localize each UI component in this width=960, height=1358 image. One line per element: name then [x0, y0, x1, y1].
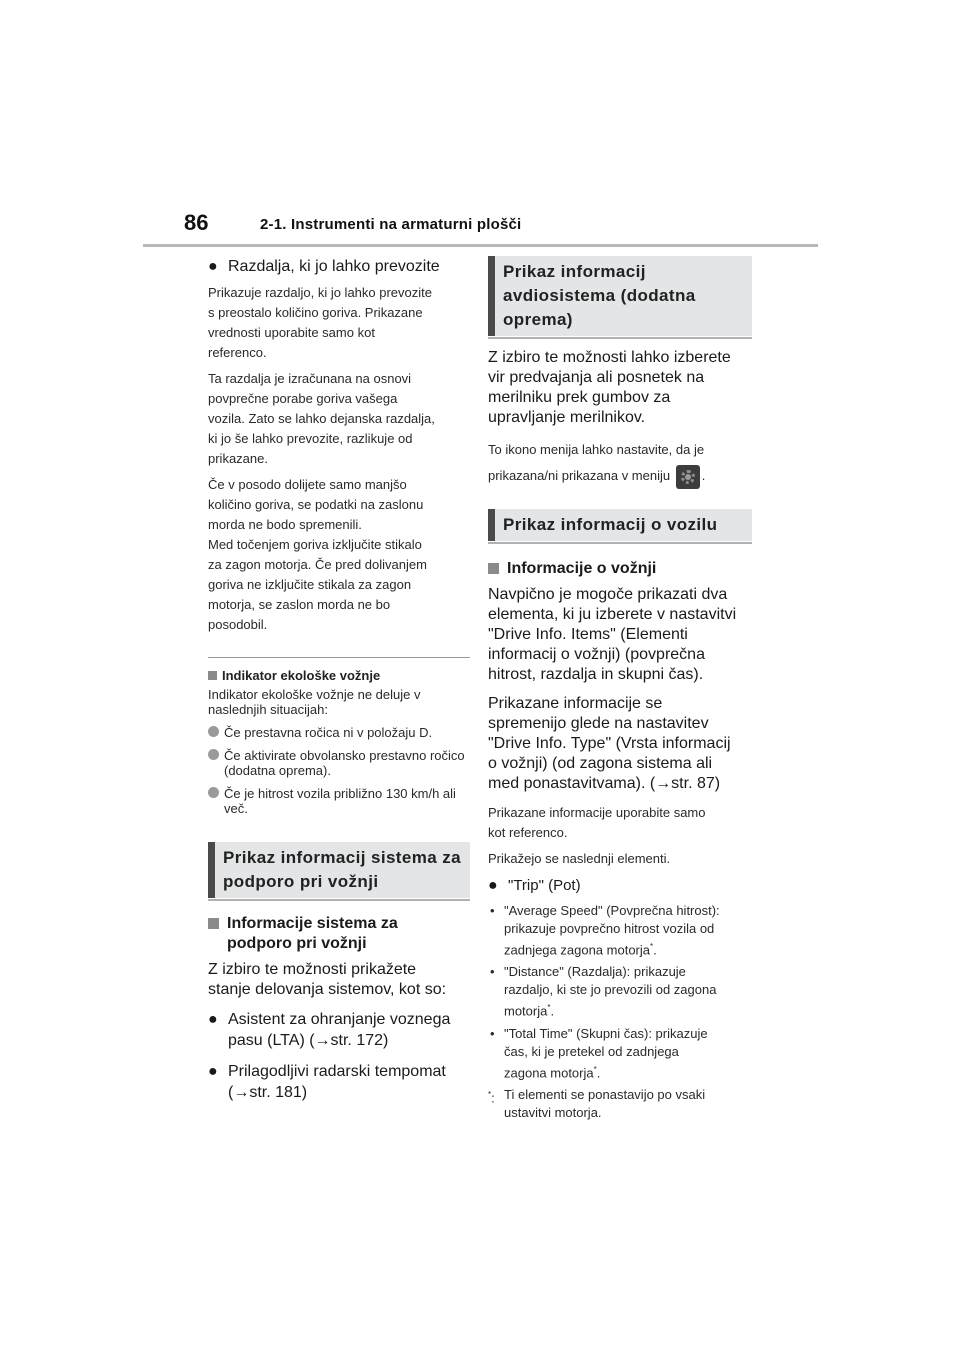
text-line: o vožnji) (od zagona sistema ali: [488, 755, 713, 772]
trip-item: [488, 875, 752, 896]
circle-bullet-icon: [208, 787, 219, 798]
section-title: 2-1. Instrumenti na armaturni plošči: [260, 216, 522, 233]
trip-title: "Trip" (Pot): [508, 877, 581, 894]
vehicle-info-box: [488, 509, 752, 541]
text-line: goriva ne izključite stikala za zagon: [208, 577, 412, 592]
header-rule: [143, 244, 818, 247]
reference-note: [488, 803, 752, 843]
total-time-item: [488, 1025, 752, 1082]
text-line: Navpično je mogoče prikazati dva: [488, 586, 728, 603]
distance-paragraph-1: [208, 283, 470, 363]
circle-bullet-icon: [208, 726, 219, 737]
footnote-colon: :: [491, 1090, 495, 1106]
text-line: kot referenco.: [488, 825, 568, 840]
bullet-dot-icon: ●: [208, 1063, 218, 1080]
eco-item-text: Če aktivirate obvolansko prestavno ročico (dodatna oprema).: [224, 748, 465, 778]
text-line: povprečne porabe goriva vašega: [208, 391, 398, 406]
box-title-line: avdiosistema (dodatna: [503, 286, 696, 305]
text-line: prikazuje povprečno hitrost vozila od: [504, 921, 715, 936]
text-line: referenco.: [208, 345, 267, 360]
text-line: posodobil.: [208, 617, 268, 632]
small-bullet-icon: •: [490, 1025, 495, 1041]
cruise-control-page-link[interactable]: (→str. 181): [228, 1084, 308, 1101]
text-line: čas, ki je pretekel od zadnjega: [504, 1043, 679, 1059]
square-bullet-icon: [208, 918, 219, 929]
audio-info-box: [488, 256, 752, 336]
footnote-marker: *: [593, 1064, 597, 1074]
text-line: ki jo še lahko prevozite, razlikuje od: [208, 431, 413, 446]
text-line: Z izbiro te možnosti lahko izberete: [488, 349, 731, 366]
footnote-marker: *: [547, 1003, 551, 1013]
text-line: Prikazane informacije uporabite samo: [488, 805, 706, 820]
text-line: Med točenjem goriva izključite stikalo: [208, 537, 422, 552]
text-line: hitrost, razdalja in skupni čas).: [488, 666, 704, 683]
driving-info-subheading: [488, 559, 752, 579]
box-title-line: Prikaz informacij: [503, 262, 646, 281]
subheading-line: Informacije sistema za: [227, 915, 398, 932]
settings-gear-icon: [676, 465, 700, 489]
text-line: Asistent za ohranjanje voznega: [228, 1011, 451, 1028]
text-line: zadnjega zagona motorja*.: [504, 942, 657, 958]
footnote-marker: *: [650, 942, 654, 951]
distance-paragraph-2: [208, 369, 470, 469]
text-line: motorja, se zaslon morda ne bo: [208, 597, 391, 612]
divider: [208, 657, 470, 658]
eco-item: [208, 748, 470, 778]
text-line: "Total Time" (Skupni čas): prikazuje: [504, 1025, 708, 1041]
drive-info-paragraph-1: [488, 585, 752, 685]
drive-info-paragraph-2: [488, 694, 752, 794]
menu-icon-note: [488, 437, 752, 489]
audio-paragraph: [488, 348, 752, 428]
text-span: motorja: [504, 1003, 548, 1019]
subheading-line: Informacije o vožnji: [507, 560, 657, 577]
lta-page-link[interactable]: pasu (LTA) (→str. 172): [228, 1032, 389, 1049]
text-span: zagona motorja: [504, 1064, 594, 1080]
text-span: prikazana/ni prikazana v meniju: [488, 468, 671, 483]
text-line: Z izbiro te možnosti prikažete: [208, 961, 417, 978]
text-line: elementa, ki ju izberete v nastavitvi: [488, 606, 737, 623]
eco-indicator-heading: [208, 668, 470, 683]
eco-indicator-title: Indikator ekološke vožnje: [222, 668, 381, 683]
text-line: "Average Speed" (Povprečna hitrost):: [504, 903, 720, 918]
eco-item-text: Če prestavna ročica ni v položaju D.: [224, 725, 433, 740]
eco-item: [208, 786, 470, 816]
lta-item: [208, 1009, 470, 1051]
text-line: merilniku prek gumbov za: [488, 389, 671, 406]
text-line: "Drive Info. Type" (Vrsta informacij: [488, 735, 731, 752]
text-line: Če v posodo dolijete samo manjšo: [208, 477, 407, 492]
eco-item: [208, 725, 470, 740]
text-line: s preostalo količino goriva. Prikazane: [208, 305, 423, 320]
text-span: .: [701, 468, 706, 483]
average-speed-item: [488, 902, 752, 959]
text-line: količino goriva, se podatki na zaslonu: [208, 497, 424, 512]
text-line: "Distance" (Razdalja): prikazuje: [504, 964, 686, 980]
eco-indicator-body: Indikator ekološke vožnje ne deluje v naslednjih situacijah:: [208, 687, 421, 717]
right-column: [488, 256, 752, 1122]
subheading-line: podporo pri vožnji: [227, 935, 367, 952]
text-line: To ikono menija lahko nastavite, da je: [488, 442, 705, 457]
bullet-distance: [208, 256, 470, 277]
bullet-dot-icon: ●: [208, 1011, 218, 1028]
text-line: Prikazane informacije se: [488, 695, 663, 712]
box-title-line: Prikaz informacij sistema za: [223, 848, 461, 867]
gear-hub: [685, 474, 691, 480]
box-title-line: Prikaz informacij o vozilu: [503, 515, 718, 534]
elements-shown-note: Prikažejo se naslednji elementi.: [488, 851, 671, 866]
page-number: 86: [184, 210, 209, 235]
text-line: ustavitvi motorja.: [504, 1104, 602, 1120]
box-title-line: oprema): [503, 310, 573, 329]
text-line: Prikazuje razdaljo, ki jo lahko prevozite: [208, 285, 432, 300]
text-line: zagona motorja*.: [504, 1064, 601, 1080]
text-line: stanje delovanja sistemov, kot so:: [208, 981, 447, 998]
small-bullet-icon: •: [490, 903, 495, 918]
text-line: razdaljo, ki ste jo prevozili od zagona: [504, 982, 717, 998]
text-line: Prilagodljivi radarski tempomat: [228, 1063, 446, 1080]
driving-support-intro: [208, 960, 470, 1000]
text-line: Ti elementi se ponastavijo po vsaki: [504, 1086, 706, 1102]
square-bullet-icon: [208, 671, 217, 680]
distance-item: [488, 963, 752, 1020]
circle-bullet-icon: [208, 749, 219, 760]
square-bullet-icon: [488, 563, 499, 574]
bullet-dot-icon: ●: [208, 258, 218, 275]
text-line: "Drive Info. Items" (Elementi: [488, 626, 688, 643]
driving-support-info-box: [208, 842, 470, 898]
box-title-line: podporo pri vožnji: [223, 872, 379, 891]
text-line: [488, 463, 752, 489]
text-line: vir predvajanja ali posnetek na: [488, 369, 705, 386]
text-span: zadnjega zagona motorja: [504, 942, 650, 958]
footnote-marker: *: [488, 1089, 492, 1099]
small-bullet-icon: •: [490, 964, 495, 980]
bullet-dot-icon: ●: [488, 877, 498, 894]
drive-info-page-link[interactable]: med ponastavitvama). (→str. 87): [488, 775, 721, 792]
left-column: [208, 256, 470, 1109]
text-line: morda ne bodo spremenili.: [208, 517, 362, 532]
bullet-distance-title: Razdalja, ki jo lahko prevozite: [228, 258, 440, 275]
text-line: spremenijo glede na nastavitev: [488, 715, 709, 732]
text-line: prikazane.: [208, 451, 268, 466]
text-line: vozila. Zato se lahko dejanska razdalja,: [208, 411, 435, 426]
distance-paragraph-3: [208, 475, 470, 635]
cruise-control-item: [208, 1061, 470, 1103]
text-line: za zagon motorja. Če pred dolivanjem: [208, 557, 427, 572]
text-line: upravljanje merilnikov.: [488, 409, 646, 426]
text-line: informacij o vožnji) (povprečna: [488, 646, 705, 663]
footnote: [488, 1086, 752, 1122]
driving-support-subheading: [208, 914, 470, 954]
eco-item-text: Če je hitrost vozila približno 130 km/h ali več.: [224, 786, 456, 816]
footnote-mark: [488, 1086, 495, 1107]
text-line: motorja*.: [504, 1003, 555, 1019]
text-line: vrednosti uporabite samo kot: [208, 325, 375, 340]
text-line: Ta razdalja je izračunana na osnovi: [208, 371, 412, 386]
